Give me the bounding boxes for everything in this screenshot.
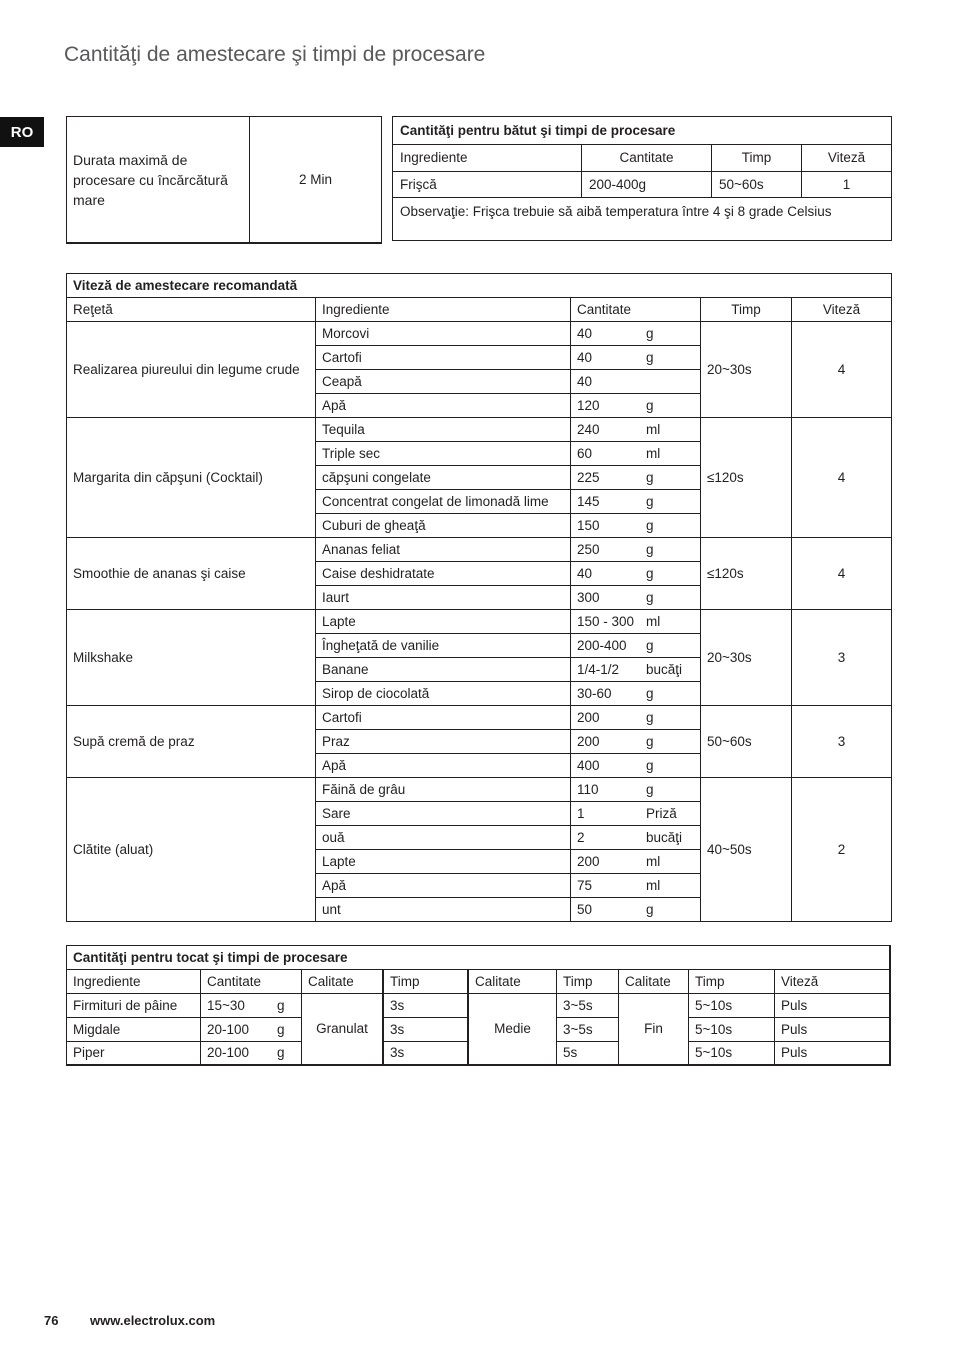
- header-quantity: Cantitate: [582, 145, 712, 172]
- quantity-cell: [571, 850, 701, 874]
- ingredient-name-cell: Cuburi de gheaţă: [316, 514, 571, 538]
- recipe-name-cell: Realizarea piureului din legume crude: [67, 322, 316, 418]
- time-cell: 5s: [557, 1042, 619, 1066]
- ingredient-name-cell: Lapte: [316, 610, 571, 634]
- quantity-cell: [571, 802, 701, 826]
- header-speed: Viteză: [802, 145, 892, 172]
- quantity-value: 40: [577, 349, 593, 365]
- quantity-cell: [571, 394, 701, 418]
- quantity-value: 400: [577, 757, 600, 773]
- header-ingredients: Ingrediente: [393, 145, 582, 172]
- header-speed: Viteză: [775, 970, 891, 994]
- quantity-value: 75: [577, 877, 593, 893]
- quantity-cell: [571, 730, 701, 754]
- quantity-unit: g: [646, 901, 654, 917]
- quantity-unit: g: [646, 637, 654, 653]
- quantity-unit: g: [646, 469, 654, 485]
- language-tab: [0, 117, 44, 147]
- quality-medie-cell: Medie: [469, 994, 557, 1066]
- header-time: Timp: [557, 970, 619, 994]
- page-title: Cantităţi de amestecare şi timpi de procesare: [64, 43, 486, 66]
- time-cell: 3s: [384, 1042, 469, 1066]
- quantity-unit: g: [646, 349, 654, 365]
- quantity-unit: g: [646, 589, 654, 605]
- speed-cell: Puls: [775, 994, 891, 1018]
- ingredient-name-cell: unt: [316, 898, 571, 922]
- ingredient-name-cell: Apă: [316, 754, 571, 778]
- quantity-unit: ml: [646, 445, 661, 461]
- speed-cell: Puls: [775, 1018, 891, 1042]
- quantity-cell: [571, 634, 701, 658]
- quantity-value: 40: [577, 565, 593, 581]
- ingredient-name-cell: Piper: [67, 1042, 201, 1066]
- quantity-cell: [571, 898, 701, 922]
- quantity-unit: ml: [646, 877, 661, 893]
- quantity-cell: [571, 586, 701, 610]
- quantity-cell: [571, 442, 701, 466]
- ingredient-name-cell: Migdale: [67, 1018, 201, 1042]
- quantity-unit: g: [646, 685, 654, 701]
- ingredient-name-cell: căpşuni congelate: [316, 466, 571, 490]
- quantity-cell: [571, 562, 701, 586]
- quantity-unit: g: [646, 709, 654, 725]
- ingredient-name-cell: Cartofi: [316, 706, 571, 730]
- time-cell: 5~10s: [689, 1018, 775, 1042]
- whipping-table-title: Cantităţi pentru bătut şi timpi de procesare: [393, 117, 892, 145]
- mixing-speed-table: [66, 273, 892, 922]
- quantity-cell: [571, 682, 701, 706]
- quantity-value: 50: [577, 901, 593, 917]
- ingredient-name-cell: Firmituri de pâine: [67, 994, 201, 1018]
- quantity-value: 250: [577, 541, 600, 557]
- quantity-unit: g: [646, 325, 654, 341]
- quantity-value: 200-400: [577, 637, 627, 653]
- footer-website: www.electrolux.com: [90, 1313, 216, 1328]
- quantity-cell: [201, 1018, 302, 1042]
- quantity-value: 200: [577, 733, 600, 749]
- quantity-unit: g: [646, 757, 654, 773]
- quantity-value: 110: [577, 781, 599, 797]
- quantity-cell: [571, 610, 701, 634]
- time-cell: 50~60s: [712, 172, 802, 198]
- quantity-cell: [571, 754, 701, 778]
- quantity-unit: g: [646, 733, 654, 749]
- quality-fin-cell: Fin: [619, 994, 689, 1066]
- whipping-note: Observaţie: Frişca trebuie să aibă temperatura între 4 şi 8 grade Celsius: [393, 198, 892, 241]
- mixing-table-title: Viteză de amestecare recomandată: [67, 274, 892, 298]
- quantity-unit: g: [277, 997, 285, 1013]
- quantity-unit: ml: [646, 853, 661, 869]
- quantity-unit: g: [646, 541, 654, 557]
- quantity-value: 200: [577, 853, 600, 869]
- header-speed: Viteză: [792, 298, 892, 322]
- quantity-cell: [571, 778, 701, 802]
- ingredient-name-cell: Morcovi: [316, 322, 571, 346]
- quantity-value: 30-60: [577, 685, 612, 701]
- chopping-table: [66, 945, 891, 1066]
- ingredient-name-cell: Ceapă: [316, 370, 571, 394]
- header-quantity: Cantitate: [571, 298, 701, 322]
- ingredient-name-cell: Tequila: [316, 418, 571, 442]
- header-ingredients: Ingrediente: [67, 970, 201, 994]
- quantity-cell: [571, 370, 701, 394]
- quantity-value: 20-100: [207, 1021, 250, 1037]
- time-cell: 3~5s: [557, 994, 619, 1018]
- time-cell: 3s: [384, 994, 469, 1018]
- header-time: Timp: [384, 970, 469, 994]
- quantity-value: 20-100: [207, 1045, 250, 1060]
- recipe-name-cell: Clătite (aluat): [67, 778, 316, 922]
- ingredient-name-cell: Ananas feliat: [316, 538, 571, 562]
- max-duration-table: [66, 116, 382, 244]
- header-ingredients: Ingrediente: [316, 298, 571, 322]
- quantity-unit: ml: [646, 613, 661, 629]
- header-time: Timp: [689, 970, 775, 994]
- max-duration-value: 2 Min: [250, 117, 382, 244]
- ingredient-name-cell: ouă: [316, 826, 571, 850]
- quantity-value: 300: [577, 589, 600, 605]
- speed-cell: 3: [792, 610, 892, 706]
- quantity-cell: [571, 538, 701, 562]
- quantity-unit: g: [277, 1045, 285, 1060]
- speed-cell: 4: [792, 322, 892, 418]
- quality-granulat-cell: Granulat: [302, 994, 384, 1066]
- recipe-name-cell: Milkshake: [67, 610, 316, 706]
- quantity-value: 1: [577, 805, 585, 821]
- ingredient-name-cell: Făină de grâu: [316, 778, 571, 802]
- quantity-cell: [571, 874, 701, 898]
- quantity-cell: [571, 346, 701, 370]
- quantity-value: 150 - 300: [577, 613, 635, 629]
- quantity-value: 225: [577, 469, 600, 485]
- ingredient-name-cell: Iaurt: [316, 586, 571, 610]
- quantity-cell: [571, 418, 701, 442]
- ingredient-name-cell: Lapte: [316, 850, 571, 874]
- header-time: Timp: [712, 145, 802, 172]
- header-quality: Calitate: [469, 970, 557, 994]
- quantity-unit: g: [646, 565, 654, 581]
- quantity-unit: g: [646, 397, 654, 413]
- quantity-value: 150: [577, 517, 600, 533]
- quantity-value: 60: [577, 445, 593, 461]
- speed-cell: 3: [792, 706, 892, 778]
- language-tab-label: RO: [10, 123, 34, 141]
- time-cell: 40~50s: [701, 778, 792, 922]
- quantity-unit: g: [646, 517, 654, 533]
- header-quality: Calitate: [302, 970, 384, 994]
- recipe-name-cell: Smoothie de ananas şi caise: [67, 538, 316, 610]
- ingredient-name-cell: Caise deshidratate: [316, 562, 571, 586]
- recipe-name-cell: Supă cremă de praz: [67, 706, 316, 778]
- header-quality: Calitate: [619, 970, 689, 994]
- speed-cell: 4: [792, 538, 892, 610]
- quantity-value: 120: [577, 397, 600, 413]
- speed-cell: Puls: [775, 1042, 891, 1066]
- time-cell: ≤120s: [701, 538, 792, 610]
- ingredient-name-cell: Apă: [316, 394, 571, 418]
- ingredient-name-cell: Praz: [316, 730, 571, 754]
- quantity-value: 15~30: [207, 997, 245, 1013]
- quantity-value: 2: [577, 829, 585, 845]
- quantity-cell: [571, 706, 701, 730]
- chopping-table-title: Cantităţi pentru tocat şi timpi de procesare: [67, 946, 891, 970]
- quantity-cell: [571, 322, 701, 346]
- quantity-cell: [201, 994, 302, 1018]
- ingredient-name-cell: Triple sec: [316, 442, 571, 466]
- quantity-unit: bucăţi: [646, 661, 683, 677]
- time-cell: 5~10s: [689, 1042, 775, 1066]
- ingredient-name-cell: Sirop de ciocolată: [316, 682, 571, 706]
- quantity-unit: ml: [646, 421, 661, 437]
- quantity-unit: Priză: [646, 805, 677, 821]
- quantity-cell: [201, 1042, 302, 1066]
- time-cell: 20~30s: [701, 610, 792, 706]
- quantity-cell: [571, 658, 701, 682]
- whipping-table: [392, 116, 892, 241]
- ingredient-name-cell: Banane: [316, 658, 571, 682]
- time-cell: 50~60s: [701, 706, 792, 778]
- quantity-value: 145: [577, 493, 600, 509]
- quantity-value: 40: [577, 373, 593, 389]
- time-cell: 5~10s: [689, 994, 775, 1018]
- time-cell: 20~30s: [701, 322, 792, 418]
- ingredient-name-cell: Concentrat congelat de limonadă lime: [316, 490, 571, 514]
- quantity-unit: g: [277, 1021, 285, 1037]
- quantity-value: 240: [577, 421, 600, 437]
- header-quantity: Cantitate: [201, 970, 302, 994]
- header-time: Timp: [701, 298, 792, 322]
- quantity-cell: [571, 490, 701, 514]
- ingredient-name-cell: Sare: [316, 802, 571, 826]
- quantity-value: 40: [577, 325, 593, 341]
- ingredient-name-cell: Apă: [316, 874, 571, 898]
- ingredient-name-cell: Frişcă: [393, 172, 582, 198]
- max-duration-label: Durata maximă de procesare cu încărcătură mare: [67, 117, 250, 244]
- time-cell: ≤120s: [701, 418, 792, 538]
- header-recipe: Reţetă: [67, 298, 316, 322]
- speed-cell: 1: [802, 172, 892, 198]
- quantity-unit: bucăţi: [646, 829, 683, 845]
- quantity-cell: [571, 466, 701, 490]
- time-cell: 3~5s: [557, 1018, 619, 1042]
- quantity-cell: [571, 514, 701, 538]
- quantity-cell: 200-400g: [582, 172, 712, 198]
- speed-cell: 2: [792, 778, 892, 922]
- ingredient-name-cell: Îngheţată de vanilie: [316, 634, 571, 658]
- quantity-value: 1/4-1/2: [577, 661, 620, 677]
- quantity-cell: [571, 826, 701, 850]
- page-number: 76: [44, 1313, 59, 1328]
- time-cell: 3s: [384, 1018, 469, 1042]
- speed-cell: 4: [792, 418, 892, 538]
- quantity-unit: g: [646, 493, 654, 509]
- recipe-name-cell: Margarita din căpşuni (Cocktail): [67, 418, 316, 538]
- quantity-unit: g: [646, 781, 654, 797]
- ingredient-name-cell: Cartofi: [316, 346, 571, 370]
- quantity-value: 200: [577, 709, 600, 725]
